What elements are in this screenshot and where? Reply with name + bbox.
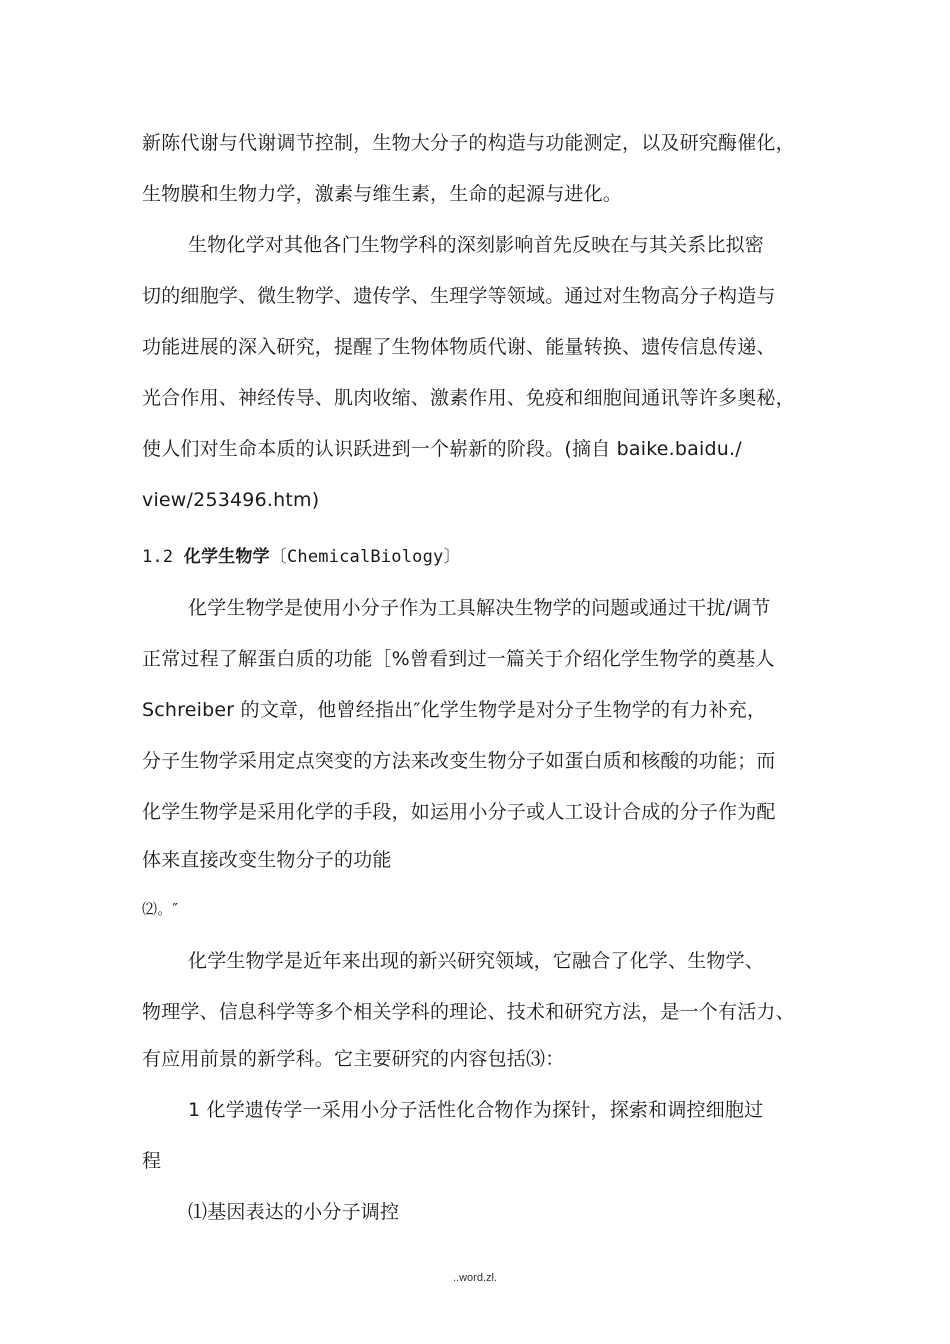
sub-list-item: ⑴基因表达的小分子调控: [188, 1201, 400, 1223]
text-line: 正常过程了解蛋白质的功能［%曾看到过一篇关于介绍化学生物学的奠基人: [142, 648, 775, 670]
text-line: 切的细胞学、微生物学、遗传学、生理学等领域。通过对生物高分子构造与: [142, 285, 776, 307]
text-line: 程: [142, 1150, 162, 1172]
text-line: 使人们对生命本质的认识跃进到一个崭新的阶段。(摘自 baike.baidu./: [142, 438, 742, 460]
text-line: 化学生物学是使用小分子作为工具解决生物学的问题或通过干扰/调节: [188, 597, 771, 619]
section-number: 1.2: [142, 547, 184, 567]
text-line: 化学生物学是近年来出现的新兴研究领域，它融合了化学、生物学、: [188, 950, 765, 972]
text-line: 新陈代谢与代谢调节控制，生物大分子的构造与功能测定，以及研究酶催化，: [142, 132, 795, 154]
text-line: 生物膜和生物力学，激素与维生素，生命的起源与进化。: [142, 183, 623, 205]
section-heading: [142, 545, 461, 569]
text-line: 有应用前景的新学科。它主要研究的内容包括⑶：: [142, 1048, 565, 1070]
section-title-en: 〔ChemicalBiology〕: [269, 547, 461, 567]
text-line: 生物化学对其他各门生物学科的深刻影响首先反映在与其关系比拟密: [188, 234, 765, 256]
text-line: Schreiber 的文章，他曾经指出″化学生物学是对分子生物学的有力补充，: [142, 699, 767, 721]
text-line: 物理学、信息科学等多个相关学科的理论、技术和研究方法，是一个有活力、: [142, 1001, 795, 1023]
page-footer: ..word.zl.: [452, 1272, 497, 1284]
text-line: view/253496.htm): [142, 489, 320, 511]
text-line: ⑵。″: [142, 900, 179, 918]
text-line: 功能进展的深入研究，提醒了生物体物质代谢、能量转换、遗传信息传递、: [142, 336, 776, 358]
text-line: 体来直接改变生物分子的功能: [142, 849, 392, 871]
text-line: 分子生物学采用定点突变的方法来改变生物分子如蛋白质和核酸的功能；而: [142, 750, 776, 772]
text-line: 光合作用、神经传导、肌肉收缩、激素作用、免疫和细胞间通讯等许多奥秘，: [142, 387, 795, 409]
text-line: 化学生物学是采用化学的手段，如运用小分子或人工设计合成的分子作为配: [142, 801, 776, 823]
list-item: 1 化学遗传学一采用小分子活性化合物作为探针，探索和调控细胞过: [188, 1099, 764, 1121]
section-title: 化学生物学: [183, 547, 270, 567]
